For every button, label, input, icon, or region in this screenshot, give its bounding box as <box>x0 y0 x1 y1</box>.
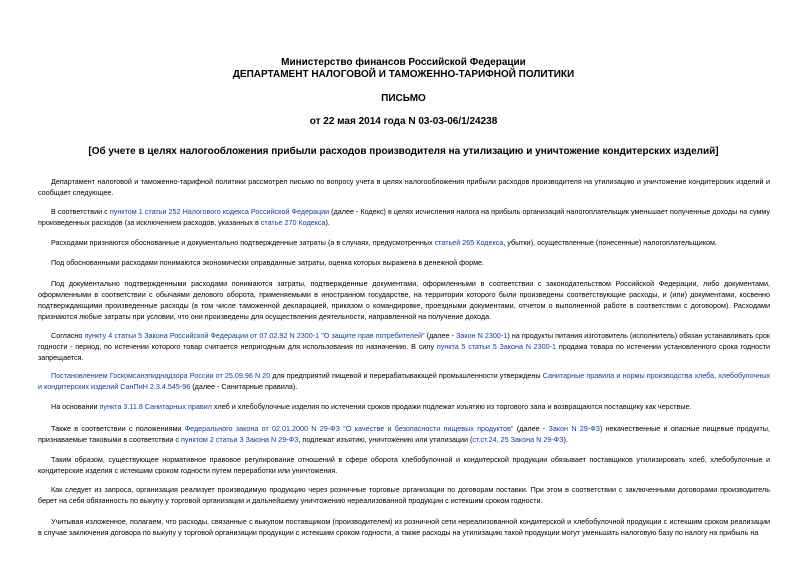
document-link[interactable]: пункту 4 статьи 5 Закона Российской Федерации от 07.02.92 N 2300-1 "О защите прав потребителей" <box>84 331 425 340</box>
paragraph-text: ) некачественные и опасные пищевые продукты, признаваемые таковыми в соответствии с <box>38 424 770 444</box>
paragraph-text: , убытки), осуществленные (понесенные) налогоплательщиком. <box>503 238 717 247</box>
document-link[interactable]: пункта 5 статьи 5 Закона N 2300-1 <box>436 342 557 351</box>
document-type: ПИСЬМО <box>381 93 426 104</box>
body-paragraph <box>38 257 770 268</box>
paragraph-text: , <box>496 435 501 444</box>
body-paragraph <box>38 206 770 228</box>
body-paragraph <box>38 176 770 198</box>
document-link[interactable]: Закон N 29-ФЗ <box>548 424 600 433</box>
document-link[interactable]: ст.ст.24 <box>472 435 497 444</box>
paragraph-text: (далее - Санитарные правила). <box>190 382 298 391</box>
document-link[interactable]: пунктом 1 статьи 252 Налогового кодекса Российской Федерации <box>109 207 330 216</box>
body-paragraph <box>38 237 770 248</box>
body-paragraph <box>38 278 770 322</box>
paragraph-text: ) на продукты питания изготовитель (исполнитель) обязан устанавливать срок годности - период, по истечении которого товар считается непригодным для использования по назначению. В силу <box>38 331 770 351</box>
paragraph-text: (далее - <box>513 424 549 433</box>
document-link[interactable]: Закон N 2300-1 <box>456 331 508 340</box>
document-link[interactable]: 25 Закона N 29-ФЗ <box>500 435 564 444</box>
department-title: ДЕПАРТАМЕНТ НАЛОГОВОЙ И ТАМОЖЕННО-ТАРИФНОЙ ПОЛИТИКИ <box>232 69 575 80</box>
paragraph-text: для предприятий пищевой и перерабатывающей промышленности утверждены <box>270 371 543 380</box>
paragraph-text: Расходами признаются обоснованные и документально подтвержденные затраты (а в случаях, предусмотренных <box>51 238 435 247</box>
paragraph-text: , подлежат изъятию, уничтожению или утилизации ( <box>298 435 473 444</box>
document-link[interactable]: пунктом 2 статьи 3 Закона N 29-ФЗ <box>181 435 299 444</box>
paragraph-text: В соответствии с <box>51 207 110 216</box>
paragraph-text: ). <box>563 435 568 444</box>
paragraph-text: Департамент налоговой и таможенно-тарифной политики рассмотрел письмо по вопросу учета в целях налогообложения прибыли расходов производителя на утилизацию и уничтожение кондитерских изделий и сообщает следующее. <box>38 177 770 197</box>
paragraph-text: Под обоснованными расходами понимаются экономически оправданные затраты, оценка которых выражена в денежной форме. <box>51 258 485 267</box>
document-link[interactable]: статье 270 Кодекса <box>260 218 326 227</box>
body-paragraph <box>38 423 770 445</box>
document-link[interactable]: Постановлением Госкомсанэпиднадзора России от 25.09.96 N 20 <box>51 371 271 380</box>
body-paragraph <box>38 454 770 476</box>
paragraph-text: хлеб и хлебобулочные изделия по истечении сроков продажи подлежат изъятию из торгового зала и возвращаются поставщику как черствые. <box>211 402 692 411</box>
paragraph-text: Согласно <box>51 331 85 340</box>
document-subject: [Об учете в целях налогообложения прибыли расходов производителя на утилизацию и уничтожение кондитерских изделий] <box>88 146 719 157</box>
body-paragraph <box>38 330 770 363</box>
document-link[interactable]: пункта 3.11.8 Санитарных правил <box>99 402 212 411</box>
paragraph-text: Учитывая изложенное, полагаем, что расходы, связанные с выкупом поставщиком (производителем) из розничной сети нереализованной кондитерской и хлебобулочной продукции с истекшим сроком реализации в случае заключения договора по выкупу у торговой организации продукции с истекшим сроком годности, а также расходы на утилизацию такой продукции могут уменьшать налоговую базу по налогу на прибыль на <box>38 517 770 537</box>
body-paragraph <box>38 370 770 392</box>
paragraph-text: (далее - <box>424 331 457 340</box>
document-link[interactable]: Санитарные правила и нормы производства хлеба, хлебобулочных и кондитерских изделий СанПиН 2.3.4.545-96 <box>38 371 771 391</box>
paragraph-text: ). <box>325 218 330 227</box>
paragraph-text: Таким образом, существующее нормативное правовое регулирование отношений в сфере оборота хлебобулочной и кондитерской продукции обязывает поставщиков утилизировать хлеб, хлебобулочные и кондитерские изделия с истекшим сроком годности путем переработки или уничтожения. <box>38 455 770 475</box>
paragraph-text: продажа товара по истечении установленного срока годности запрещается. <box>38 342 770 362</box>
document-link[interactable]: статьей 265 Кодекса <box>434 238 504 247</box>
paragraph-text: На основании <box>51 402 100 411</box>
document-date-number: от 22 мая 2014 года N 03-03-06/1/24238 <box>309 116 498 127</box>
body-paragraph <box>38 484 770 506</box>
paragraph-text: (далее - Кодекс) в целях исчисления налога на прибыль организаций налогоплательщик уменьшает полученные доходы на сумму произведенных расходов (за исключением расходов, указанных в <box>38 207 771 227</box>
ministry-title: Министерство финансов Российской Федерации <box>281 57 526 68</box>
document-link[interactable]: Федерального закона от 02.01.2000 N 29-ФЗ "О качестве и безопасности пищевых продуктов" <box>184 424 514 433</box>
paragraph-text: Как следует из запроса, организация реализует производимую продукцию через розничные торговые организации по договорам поставки. При этом в соответствии с заключенными договорами производитель берет на себя обязанность по выкупу у торговой организации и дальнейшему уничтожению нереализованной продукции с истекшим сроком годности. <box>38 485 770 505</box>
body-paragraph <box>38 516 770 538</box>
paragraph-text: Также в соответствии с положениями <box>51 424 185 433</box>
body-paragraph <box>38 401 770 412</box>
paragraph-text: Под документально подтвержденными расходами понимаются затраты, подтвержденные документами, оформленными в соответствии с законодательством Российской Федерации, либо документами, оформленными в соответствии с обычаями делового оборота, применяемыми в иностранном государстве, на территории которого были произведены соответствующие расходы, и (или) документами, косвенно подтверждающими произведенные расходы (в том числе таможенной декларацией, приказом о командировке, проездными документами, отчетом о выполненной работе в соответствии с договором). Расходами признаются любые затраты при условии, что они произведены для осуществления деятельности, направленной на получение дохода. <box>38 279 770 321</box>
